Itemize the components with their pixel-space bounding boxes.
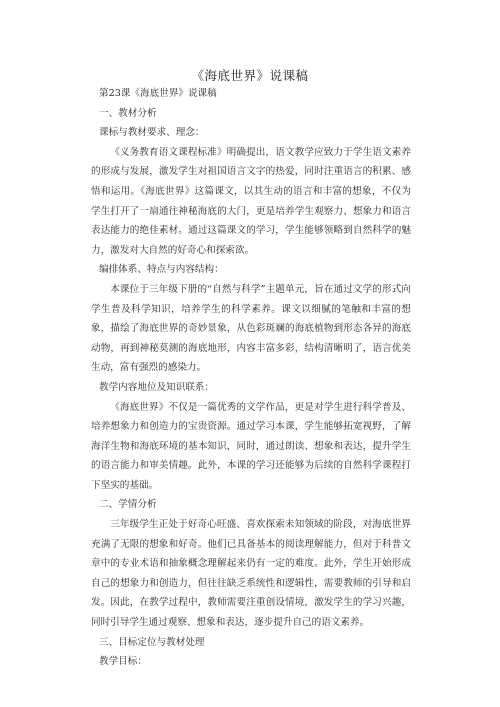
body-paragraph: 三年级学生正处于好奇心旺盛、喜欢探索未知领域的阶段，对海底世界充满了无限的想象和好奇。他们已具备基本的阅读理解能力，但对于科普文章中的专业术语和抽象概念理解起来仍有一定的难度。此外，学生开始形成自己的想象力和创造力，但往往缺乏系统性和逻辑性，需要教师的引导和启发。因此，在教学过程中，教师需要注重创设情境，激发学生的学习兴趣，同时引导学生通过观察、想象和表达，逐步提升自己的语文素养。 <box>91 519 411 629</box>
body-paragraph: 《义务教育语文课程标准》明确提出，语文教学应致力于学生语文素养的形成与发展，激发学生对祖国语言文字的热爱，同时注重语言的积累、感悟和运用。《海底世界》这篇课文，以其生动的语言和丰富的想象，不仅为学生打开了一扇通往神秘海底的大门，更是培养学生观察力、想象力和语言表达能力的绝佳素材。通过这篇课文的学习，学生能够领略到自然科学的魅力，激发对大自然的好奇心和探索欲。 <box>91 146 411 256</box>
body-paragraph: 《海底世界》不仅是一篇优秀的文学作品，更是对学生进行科学普及、培养想象力和创造力的宝贵资源。通过学习本课，学生能够拓宽视野，了解海洋生物和海底环境的基本知识，同时，通过朗读、想象和表达，提升学生的语言能力和审美情趣。此外，本课的学习还能够为后续的自然科学课程打下坚实的基础。 <box>91 401 411 491</box>
section-heading: 三、目标定位与教材处理 <box>99 636 205 648</box>
section-heading: 一、教材分析 <box>99 107 157 119</box>
subsection-heading: 教学内容地位及知识联系： <box>99 381 215 393</box>
body-paragraph: 本课位于三年级下册的“自然与科学”主题单元，旨在通过文学的形式向学生普及科学知识，培养学生的科学素养。课文以细腻的笔触和丰富的想象，描绘了海底世界的奇妙景象，从色彩斑斓的海底植物到形态各异的海底动物，再到神秘莫测的海底地形，内容丰富多彩，结构清晰明了，语言优美生动，富有强烈的感染力。 <box>91 283 411 374</box>
section-heading: 二、学情分析 <box>99 499 157 511</box>
document-title: 《海底世界》说课稿 <box>191 68 309 83</box>
document-body <box>91 84 411 672</box>
subsection-heading: 课标与教材要求、理念： <box>99 127 205 139</box>
lesson-subtitle: 第23课《海底世界》说课稿 <box>99 88 217 99</box>
subsection-heading: 教学目标： <box>99 656 147 668</box>
subsection-heading: 编排体系、特点与内容结构： <box>99 264 224 276</box>
